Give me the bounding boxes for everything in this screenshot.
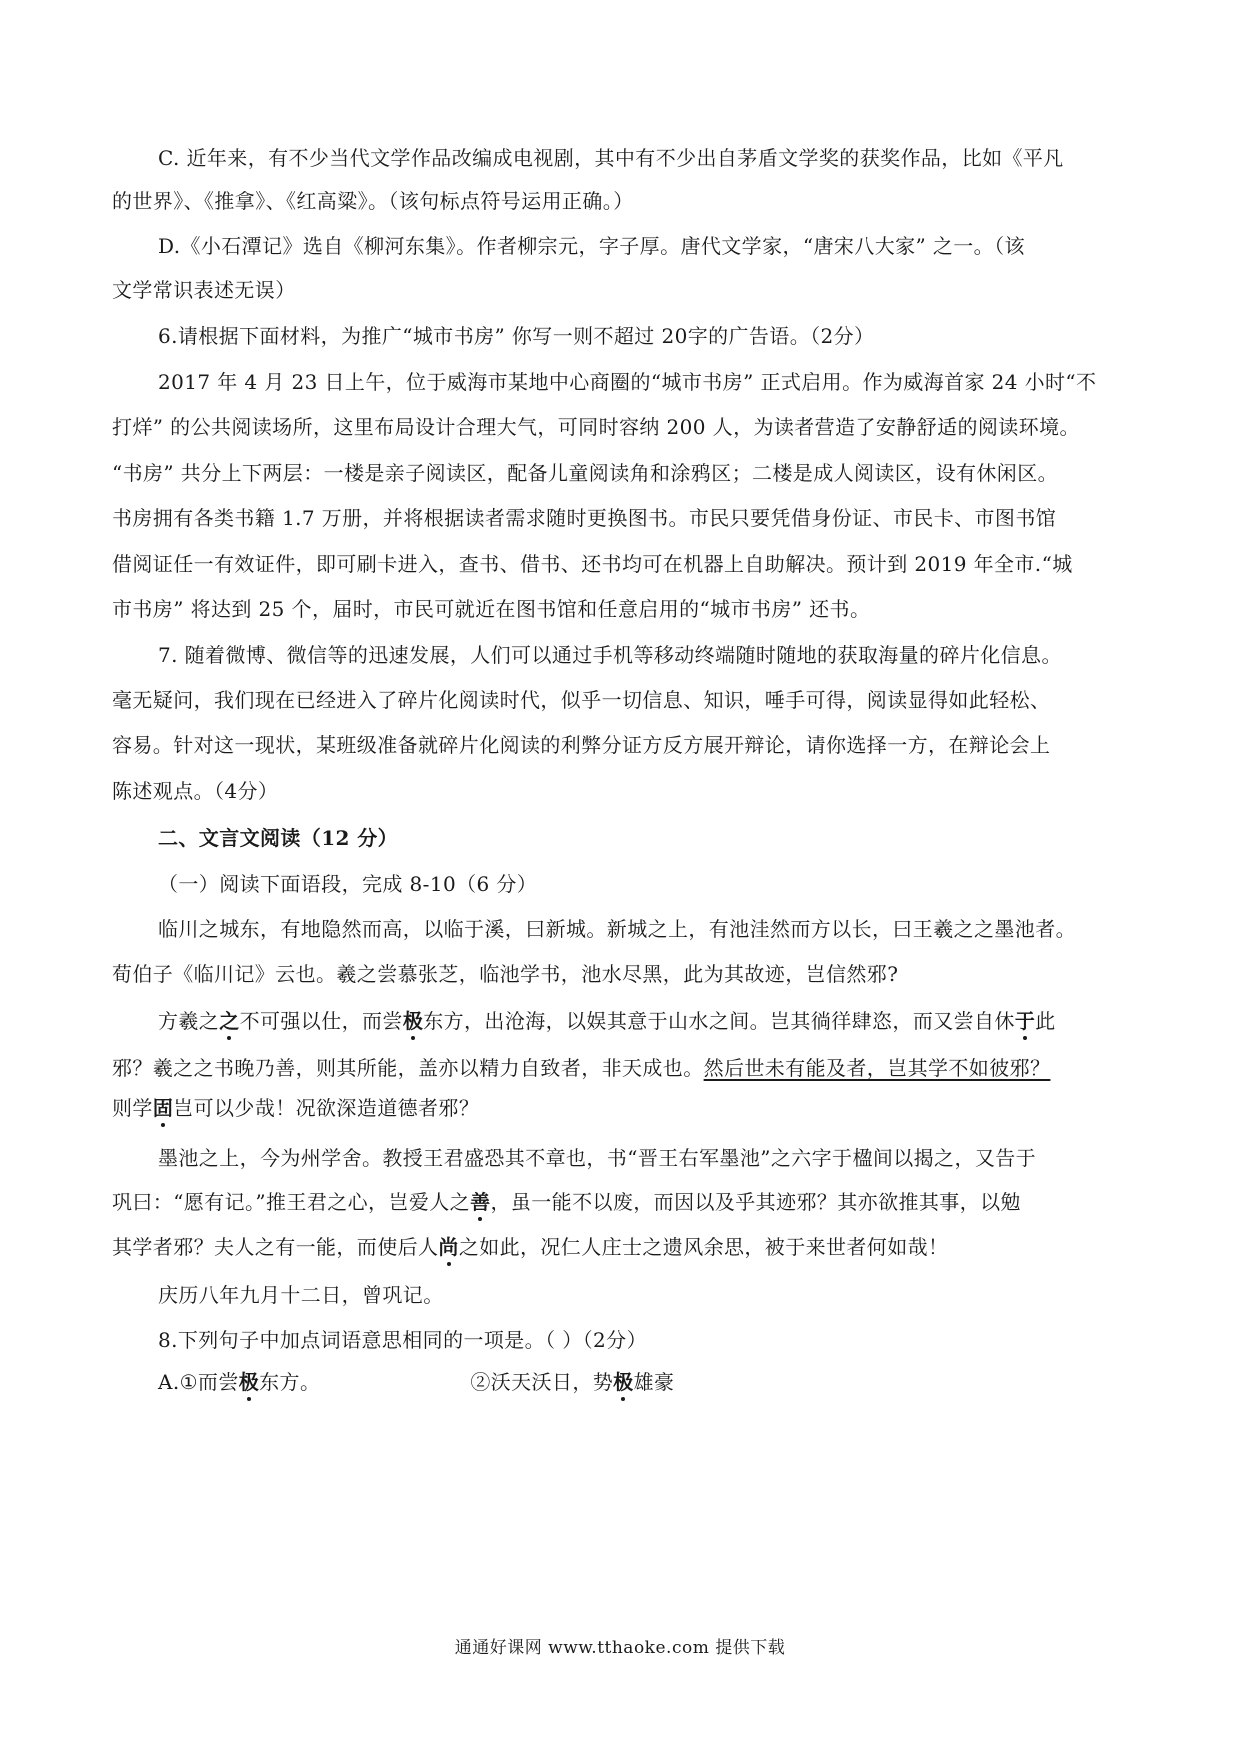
dotted-word: 善 [470,1190,491,1214]
q7-line: 7. 随着微博、微信等的迅速发展，人们可以通过手机等移动终端随时随地的获取海量的碎片化信息。 [158,643,1062,667]
passage-signature: 庆历八年九月十二日，曾巩记。 [158,1283,444,1307]
section-2-heading: 二、文言文阅读（12 分） [158,826,398,850]
passage-p3-line1: 墨池之上，今为州学舍。教授王君盛恐其不章也，书“晋王右军墨池”之六字于楹间以揭之，又告于 [158,1146,1037,1170]
dotted-word: 尚 [438,1235,459,1259]
q8-option-a: A.①而尝极东方。 ②沃天沃日，势极雄豪 [158,1370,675,1394]
q6-material-line: 市书房” 将达到 25 个，届时，市民可就近在图书馆和任意启用的“城市书房” 还书。 [112,597,871,621]
q6-material-line: 打烊” 的公共阅读场所，这里布局设计合理大气，可同时容纳 200 人，为读者营造了安静舒适的阅读环境。 [112,415,1080,439]
q7-line: 陈述观点。（4分） [112,779,279,803]
dotted-word: 固 [152,1096,174,1120]
underlined-sentence: 然后世未有能及者，岂其学不如彼邪？ [703,1056,1051,1080]
q7-line: 毫无疑问，我们现在已经进入了碎片化阅读时代，似乎一切信息、知识，唾手可得，阅读显得如此轻松、 [112,688,1051,712]
passage-p2-line1: 方羲之之不可强以仕，而尝极东方，出沧海，以娱其意于山水之间。岂其徜徉肆恣，而又尝自休于此 [158,1009,1056,1033]
q5-option-d-line2: 文学常识表述无误） [112,278,296,302]
passage-p3-line3: 其学者邪？夫人之有一能，而使后人尚之如此，况仁人庄士之遗风余思，被于来世者何如哉！ [112,1235,949,1259]
dotted-word: 于 [1014,1009,1036,1033]
q5-option-d-line1: D.《小石潭记》选自《柳河东集》。作者柳宗元，字子厚。唐代文学家，“唐宋八大家” 之一。（该 [158,234,1025,258]
passage-p3-line2: 巩曰：“愿有记。”推王君之心，岂爱人之善，虽一能不以废，而因以及乎其迹邪？其亦欲推其事，以勉 [112,1190,1021,1214]
q6-material-line: 2017 年 4 月 23 日上午，位于威海市某地中心商圈的“城市书房” 正式启用。作为威海首家 24 小时“不 [158,370,1097,394]
dotted-word: 极 [238,1370,260,1394]
page-footer: 通通好课网 www.tthaoke.com 提供下载 [454,1638,786,1658]
passage-p1-line1: 临川之城东，有地隐然而高，以临于溪，曰新城。新城之上，有池洼然而方以长，曰王羲之之墨池者。 [158,917,1076,941]
passage-p2-line2: 邪？羲之之书晚乃善，则其所能，盖亦以精力自致者，非天成也。然后世未有能及者，岂其学不如彼邪？ [112,1056,1051,1080]
passage-p2-line3: 则学固岂可以少哉！况欲深造道德者邪？ [112,1096,480,1120]
q5-option-c-line1: C. 近年来，有不少当代文学作品改编成电视剧，其中有不少出自茅盾文学奖的获奖作品，比如《平凡 [158,146,1064,170]
q6-material-line: “书房” 共分上下两层：一楼是亲子阅读区，配备儿童阅读角和涂鸦区；二楼是成人阅读区，设有休闲区。 [112,461,1059,485]
part-1-heading: （一）阅读下面语段，完成 8-10（6 分） [158,872,538,896]
q5-option-c-line2: 的世界》、《推拿》、《红高粱》。（该句标点符号运用正确。） [112,189,634,213]
q7-line: 容易。针对这一现状，某班级准备就碎片化阅读的利弊分证方反方展开辩论，请你选择一方，在辩论会上 [112,733,1051,757]
dotted-word: 之 [219,1009,240,1033]
q6-material-line: 借阅证任一有效证件，即可刷卡进入，查书、借书、还书均可在机器上自助解决。预计到 2019 年全市.“城 [112,552,1073,576]
q6-material-line: 书房拥有各类书籍 1.7 万册，并将根据读者需求随时更换图书。市民只要凭借身份证、市民卡、市图书馆 [112,506,1057,530]
dotted-word: 极 [402,1009,424,1033]
q6-prompt: 6.请根据下面材料，为推广“城市书房” 你写一则不超过 20字的广告语。（2分） [158,324,875,348]
q8-prompt: 8.下列句子中加点词语意思相同的一项是。（ ）（2分） [158,1328,647,1352]
passage-p1-line2: 荀伯子《临川记》云也。羲之尝慕张芝，临池学书，池水尽黑，此为其故迹，岂信然邪? [112,962,899,986]
dotted-word: 极 [613,1370,634,1394]
